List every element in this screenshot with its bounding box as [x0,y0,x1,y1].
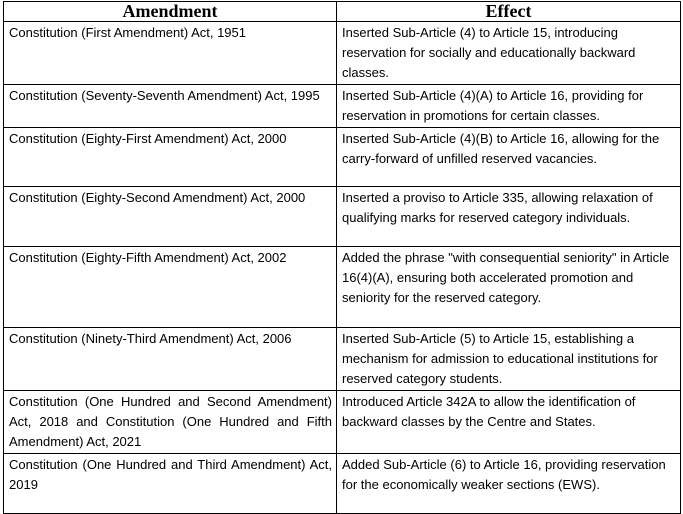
effect-cell: Introduced Article 342A to allow the identification of backward classes by the Centre and States. [337,391,681,454]
amendment-cell: Constitution (First Amendment) Act, 1951 [4,22,337,85]
table-row [4,22,681,85]
table-body [4,22,681,514]
amendment-cell: Constitution (Ninety-Third Amendment) Act, 2006 [4,328,337,391]
amendment-cell: Constitution (Eighty-Second Amendment) Act, 2000 [4,187,337,247]
effect-cell: Inserted Sub-Article (4)(A) to Article 16, providing for reservation in promotions for certain classes. [337,85,681,128]
effect-cell: Inserted Sub-Article (4) to Article 15, introducing reservation for socially and educationally backward classes. [337,22,681,85]
amendment-cell: Constitution (One Hundred and Third Amendment) Act, 2019 [4,454,337,514]
amendment-cell: Constitution (Eighty-First Amendment) Act, 2000 [4,128,337,187]
amendment-column-header: Amendment [4,2,337,22]
table-row [4,128,681,187]
table-row [4,247,681,328]
amendment-cell: Constitution (One Hundred and Second Amendment) Act, 2018 and Constitution (One Hundred and Fifth Amendment) Act, 2021 [4,391,337,454]
table-row [4,187,681,247]
table-row [4,328,681,391]
header-row [4,2,681,22]
effect-cell: Inserted a proviso to Article 335, allowing relaxation of qualifying marks for reserved category individuals. [337,187,681,247]
amendments-table [3,1,681,514]
amendment-cell: Constitution (Seventy-Seventh Amendment) Act, 1995 [4,85,337,128]
effect-cell: Inserted Sub-Article (4)(B) to Article 16, allowing for the carry-forward of unfilled reserved vacancies. [337,128,681,187]
table-row [4,391,681,454]
effect-cell: Added the phrase "with consequential seniority" in Article 16(4)(A), ensuring both accelerated promotion and seniority for the reserved category. [337,247,681,328]
table-row [4,454,681,514]
table-header [4,2,681,22]
effect-column-header: Effect [337,2,681,22]
effect-cell: Inserted Sub-Article (5) to Article 15, establishing a mechanism for admission to educational institutions for reserved category students. [337,328,681,391]
effect-cell: Added Sub-Article (6) to Article 16, providing reservation for the economically weaker sections (EWS). [337,454,681,514]
table-row [4,85,681,128]
amendment-cell: Constitution (Eighty-Fifth Amendment) Act, 2002 [4,247,337,328]
